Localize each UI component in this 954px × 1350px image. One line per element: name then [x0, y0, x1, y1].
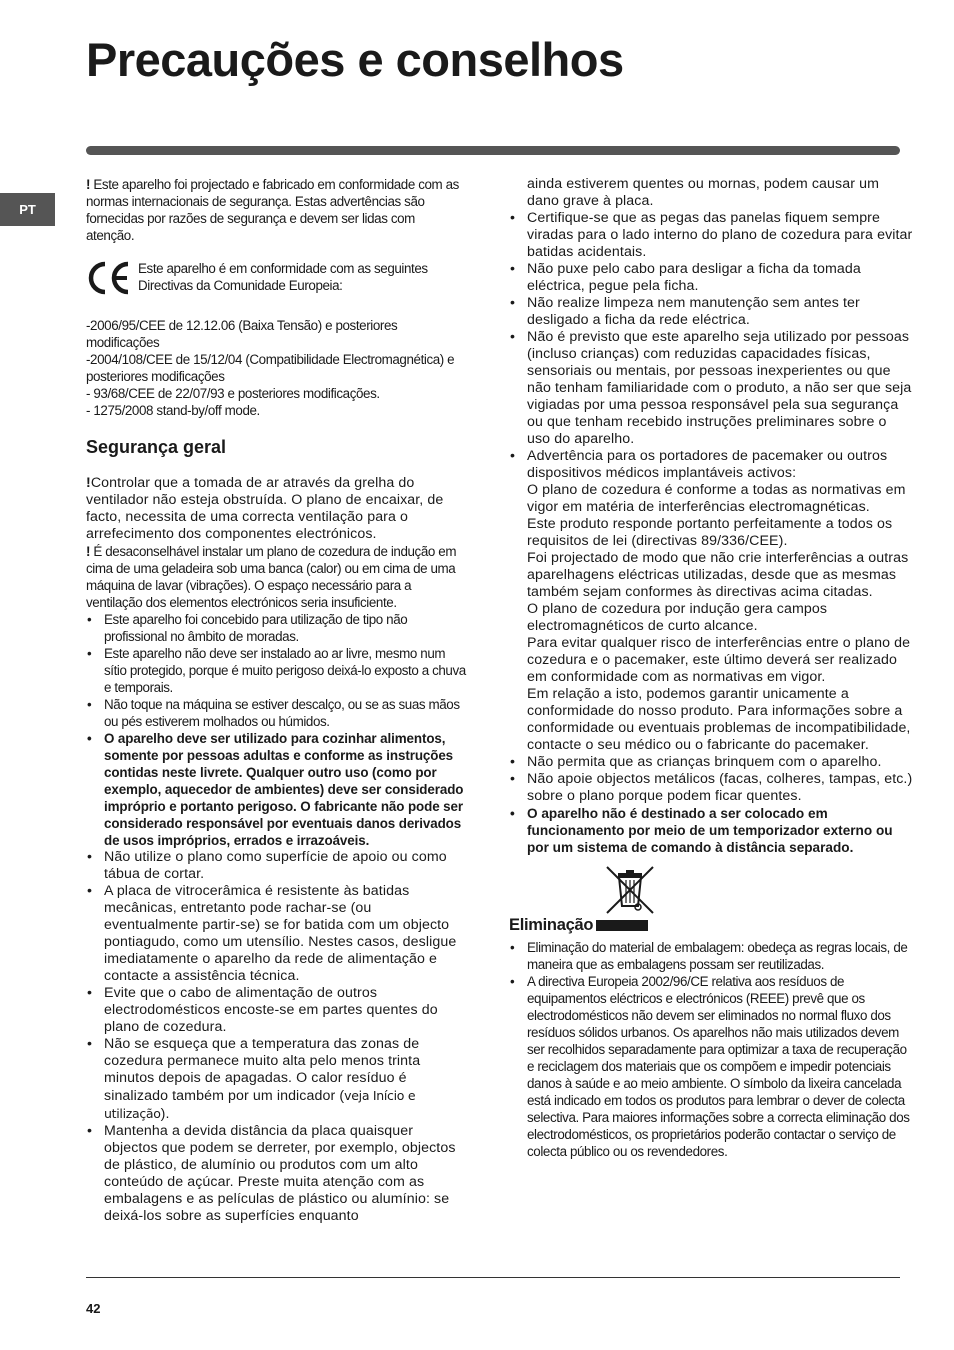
ce-mark-icon — [86, 260, 138, 301]
ce-conformity-block — [86, 260, 466, 301]
title-divider — [86, 146, 900, 155]
installation-paragraph: ! É desaconselhável instalar um plano de cozedura de indução em cima de uma geladeira sob uma banca (calor) ou em cima de uma máquina de lavar (vibrações). O espaço necessário para a ventilação dos elementos electrónicos seria insuficiente. — [86, 544, 457, 610]
pacemaker-paragraph: O plano de cozedura por indução gera campos electromagnéticos de curto alcance. — [527, 601, 828, 634]
footer-divider — [86, 1277, 900, 1278]
section-heading-disposal: Eliminação — [509, 916, 913, 935]
warning-mark: ! — [86, 544, 91, 559]
pacemaker-paragraph: Foi projectado de modo que não crie interferências a outras aparelhagens eléctricas utilizadas, desde que as mesmas também sejam conformes às directivas acima citadas. — [527, 550, 909, 600]
right-column — [509, 176, 913, 1160]
page-number: 42 — [86, 1301, 101, 1316]
intro-paragraph: ! Este aparelho foi projectado e fabricado em conformidade com as normas internacionais de segurança. Estas advertências são fornecidas por razões de segurança e devem ser lidas com atenção. — [86, 177, 459, 243]
directive-item: - 93/68/CEE de 22/07/93 e posteriores modificações. — [86, 386, 380, 401]
cross-reference: veja Início e utilização — [104, 1088, 416, 1121]
warning-mark: ! — [86, 475, 91, 491]
directive-item: -2006/95/CEE de 12.12.06 (Baixa Tensão) e posteriores modificações — [86, 318, 398, 350]
safety-list-medium — [86, 849, 466, 1225]
list-item: • Não realize limpeza nem manutenção sem antes ter desligado a ficha da rede eléctrica. — [509, 295, 913, 329]
safety-list-right — [509, 210, 913, 805]
list-item: • Não permita que as crianças brinquem com o aparelho. — [509, 754, 913, 771]
list-item: • A placa de vitrocerâmica é resistente às batidas mecânicas, entretanto pode rachar-se (ou eventualmente partir-se) se for batida com um objecto pontiagudo, como um utensílio. Nestes casos, desligue imediatamente o aparelho da rede de alimentação e contacte a assistência técnica. — [86, 883, 466, 985]
list-item: • Não toque na máquina se estiver descalço, ou se as suas mãos ou pés estiverem molhados ou húmidos. — [86, 696, 466, 730]
heading-bar — [596, 920, 648, 931]
warning-mark: ! — [86, 177, 91, 192]
timer-warning-list — [509, 805, 913, 856]
list-item: • Este aparelho foi concebido para utilização de tipo não profissional no âmbito de moradas. — [86, 611, 466, 645]
language-tab: PT — [0, 193, 55, 226]
list-item: • Mantenha a devida distância da placa quaisquer objectos que podem se derreter, por exemplo, objectos de plástico, de alumínio ou produtos com um alto conteúdo de açúcar. Preste muita atenção com as embalagens e as películas de plástico ou alumínio: se deixá-los sobre as superfícies enquanto — [86, 1123, 466, 1225]
list-item: • O aparelho não é destinado a ser colocado em funcionamento por meio de um temporizador externo ou por um sistema de comando à distância separado. — [509, 805, 913, 856]
pacemaker-paragraph: Este produto responde portanto perfeitamente a todos os requisitos de lei (directivas 89/336/CEE). — [527, 516, 893, 549]
directive-item: -2004/108/CEE de 15/12/04 (Compatibilidade Electromagnética) e posteriores modificações — [86, 352, 455, 384]
list-item: • O aparelho deve ser utilizado para cozinhar alimentos, somente por pessoas adultas e conforme as instruções contidas neste livrete. Qualquer outro uso (como por exemplo, aquecedor de ambientes) deve ser considerado impróprio e portanto perigoso. O fabricante não pode ser considerado responsável por eventuais danos derivados de usos impróprios, errados e irrazoáveis. — [86, 730, 466, 849]
crossed-out-wheelie-bin-icon — [604, 864, 656, 916]
pacemaker-paragraph: O plano de cozedura é conforme a todas as normativas em vigor em matéria de interferências electromagnéticas. — [527, 482, 906, 515]
list-item: • Eliminação do material de embalagem: obedeça as regras locais, de maneira que as embalagens possam ser reutilizadas. — [509, 939, 913, 973]
section-heading-safety: Segurança geral — [86, 437, 227, 457]
directive-item: - 1275/2008 stand-by/off mode. — [86, 403, 260, 418]
ce-text: Este aparelho é em conformidade com as seguintes Directivas da Comunidade Europeia: — [138, 261, 428, 293]
ventilation-paragraph: !Controlar que a tomada de ar através da grelha do ventilador não esteja obstruída. O plano de encaixar, de facto, necessita de uma correcta ventilação para o arrefecimento dos componentes electrónicos. — [86, 475, 444, 542]
continuation-text: ainda estiverem quentes ou mornas, podem causar um dano grave à placa. — [527, 176, 879, 209]
list-item: • Não puxe pelo cabo para desligar a ficha da tomada eléctrica, pegue pela ficha. — [509, 261, 913, 295]
pacemaker-paragraph: Em relação a isto, podemos garantir unicamente a conformidade do nosso produto. Para informações sobre a conformidade ou eventuais problemas de incompatibilidade, contacte o seu médico ou o fabricante do pacemaker. — [527, 686, 911, 753]
left-column — [86, 176, 466, 1225]
pacemaker-item: • Advertência para os portadores de pacemaker ou outros dispositivos médicos implantáveis activos: O plano de cozedura é conforme a todas as normativas em vigor em matéria de interferências electromagnéticas. Este produto responde portanto perfeitamente a todos os requisitos de lei (directivas 89/336/CEE). Foi projectado de modo que não crie interferências a outras aparelhagens eléctricas utilizadas, desde que as mesmas também sejam conformes às directivas acima citadas. O plano de cozedura por indução gera campos electromagnéticos de curto alcance. Para evitar qualquer risco de interferências entre o plano de cozedura e o pacemaker, este último deverá ser realizado em conformidade com as normativas em vigor. Em relação a isto, podemos garantir unicamente a conformidade do nosso produto. Para informações sobre a conformidade ou eventuais problemas de incompatibilidade, contacte o seu médico ou o fabricante do pacemaker. — [509, 448, 913, 754]
page-title: Precauções e conselhos — [86, 33, 624, 86]
list-item: • A directiva Europeia 2002/96/CE relativa aos resíduos de equipamentos eléctricos e electrónicos (REEE) prevê que os electrodomésticos não devem ser eliminados no normal fluxo dos resíduos sólidos urbanos. Os aparelhos não mais utilizados devem ser recolhidos separadamente para optimizar a taxa de recuperação e reciclagem dos materiais que os compõem e impedir potenciais danos à saúde e ao meio ambiente. O símbolo da lixeira cancelada está indicado em todos os produtos para lembrar o dever de colecta selectiva. Para maiores informações sobre a correcta eliminação dos electrodomésticos, os proprietários poderão contactar o serviço de colecta público ou os revendedores. — [509, 973, 913, 1160]
pacemaker-paragraph: Para evitar qualquer risco de interferências entre o plano de cozedura e o pacemaker, este último deverá ser realizado em conformidade com as normativas em vigor. — [527, 635, 911, 685]
list-item: • Não apoie objectos metálicos (facas, colheres, tampas, etc.) sobre o plano porque podem ficar quentes. — [509, 771, 913, 805]
list-item: • Não se esqueça que a temperatura das zonas de cozedura permanece muito alta pelo menos trinta minutos depois de apagadas. O calor resíduo é sinalizado também por um indicador (veja Início e utilização). — [86, 1036, 466, 1123]
list-item: • Este aparelho não deve ser instalado ao ar livre, mesmo num sítio protegido, porque é muito perigoso deixá-lo exposto a chuva e temporais. — [86, 645, 466, 696]
disposal-list — [509, 939, 913, 1160]
safety-list-bold — [86, 730, 466, 849]
list-item: • Não é previsto que este aparelho seja utilizado por pessoas (incluso crianças) com reduzidas capacidades físicas, sensoriais ou mentais, por pessoas inexperientes ou que não tenham familiaridade com o produto, a não ser que seja vigiadas por uma pessoa responsável pela sua segurança ou que tenham recebido instruções preliminares sobre o uso do aparelho. — [509, 329, 913, 448]
list-item: • Evite que o cabo de alimentação de outros electrodomésticos encoste-se em partes quentes do plano de cozedura. — [86, 985, 466, 1036]
safety-list-small — [86, 611, 466, 730]
list-item: • Certifique-se que as pegas das panelas fiquem sempre viradas para o lado interno do plano de cozedura para evitar batidas acidentais. — [509, 210, 913, 261]
list-item: • Não utilize o plano como superfície de apoio ou como tábua de cortar. — [86, 849, 466, 883]
